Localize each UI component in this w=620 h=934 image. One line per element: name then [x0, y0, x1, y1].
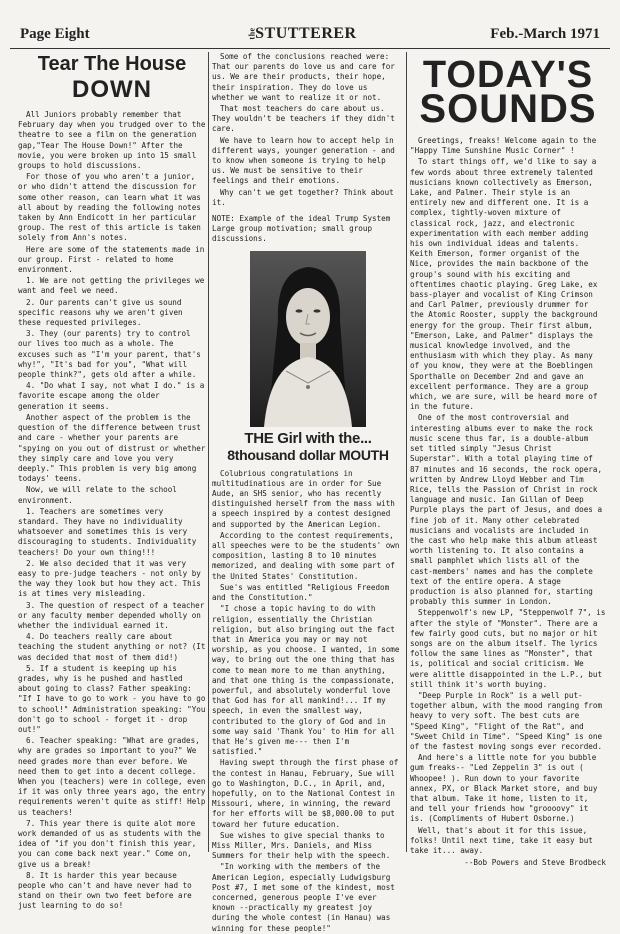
paragraph: 4. Do teachers really care about teaching the student anything or not? (It was decided that most of them did!): [18, 632, 206, 662]
column-divider: [208, 52, 209, 852]
masthead-the: the: [247, 27, 257, 40]
paragraph: "I chose a topic having to do with religion, essentially the Christian religion, but also bringing out the fact that in America you may or may not worship, as you choose. I wanted, in some way, to bring out the one thing that has come to mean more to me than anything, and that one thing is the compassionate, powerful, and absolutely wonderful love that God has for all mankind!... If my speech, in even the smallest way, contributed to the glory of God and in some way said 'Thank You' to Him for all that He's given me--- then I'm satisfied.": [212, 604, 400, 757]
paragraph: Another aspect of the problem is the question of the difference between trust and care - whether your parents are "spying on you out of distrust or whether they simply care and love you very deeply." This problem is very big among todays' teens.: [18, 412, 206, 484]
paragraph: 1. We are not getting the privileges we want and feel we need.: [18, 276, 205, 296]
paragraph: "Deep Purple in Rock" is a well put-together album, with the mood ranging from heavy to very soft. The best cuts are "Speed King", "Flight of the Rat", and "Sweet Child in Time". "Speed King" is one of the fastest moving songs ever recorded.: [410, 690, 603, 751]
paragraph: 2. Our parents can't give us sound specific reasons why we aren't given these requested privileges.: [18, 297, 183, 328]
portrait-photo: [250, 251, 366, 427]
header-rule: [10, 48, 610, 49]
portrait-photo-icon: [250, 251, 366, 427]
paragraph: 8. It is harder this year because people who can't and have never had to stand on their own two feet before are just learning to do so!: [18, 870, 192, 911]
paragraph: Sue's was entitled "Religious Freedom and the Constitution.": [212, 582, 390, 603]
paragraph: Why can't we get together? Think about it.: [212, 187, 394, 207]
page-header: [14, 22, 606, 48]
headline-line1: TODAY'S: [422, 54, 594, 96]
paragraph: 3. The question of respect of a teacher or any faculty member depended wholly on whether the individual earned it.: [18, 600, 205, 630]
article-body: [212, 469, 404, 934]
paragraph: To start things off, we'd like to say a few words about three extremely talented musicians known collectively as Emerson, Lake, and Palmer. Their style is an entirely new and different one. It is a complex, tightly-woven mixture of classical rock, jazz, and electronic experimentation with each member adding his own individual ideas and talents. Keith Emerson, former organist of the Nice, provides the main backbone of the group's sound with his exciting and oftentimes chaotic playing. Greg Lake, ex bass-player and vocalist of King Crimson and Carl Palmer, previously drummer for the Atomic Rooster, supply the background energy for the group. Their first album, "Emerson, Lake, and Palmer" displays the musical knowledge involved, and the enthusiasm with which they play. As many of you know, they were at the Boeblingen Sporthalle on December 2nd and gave an excellent performance. They are a group which, we are sure, will be heard more of in the future.: [410, 157, 598, 412]
column-1: [18, 52, 206, 911]
page-number: Page Eight: [20, 26, 90, 42]
paragraph: Sue wishes to give special thanks to Miss Miller, Mrs. Daniels, and Miss Summers for their help with the speech.: [212, 830, 391, 861]
article-continuation: [212, 52, 404, 245]
paragraph: 7. This year there is quite alot more work demanded of us as students with the idea of "if you don't finish this year, you can come back next year." Come on, give us a break!: [18, 818, 201, 869]
paragraph: 6. Teacher speaking: "What are grades, why are grades so important to you?" We need grades more than ever before. We need them to get into a decent college. When you (teachers) were in college, even if it was only three years ago, the entry requirements weren't quite as stiff! Help us teachers!: [18, 736, 206, 817]
column-2: [212, 52, 404, 933]
paragraph: 4. "Do what I say, not what I do." is a favorite escape among the older generation it seems.: [18, 381, 205, 411]
editor-note: NOTE: Example of the ideal Trump System Large group motivation; small group discussions.: [212, 214, 391, 244]
byline: --Bob Powers and Steve Brodbeck: [464, 858, 606, 868]
paragraph: All Juniors probably remember that February day when you trudged over to the theatre to see a film on the generation gap,"Tear The House Down!" After the movie, you were broken up into 15 small groups to hold discussions.: [18, 110, 206, 171]
paragraph: We have to learn how to accept help in different ways, younger generation - and to know when someone is trying to help us. We must be sensitive to their feelings and their emotions.: [212, 135, 395, 186]
paragraph: 3. They (our parents) try to control our lives too much as a whole. The excuses such as "I'm your parent, that's why!", "It's bad for you", "What will people think?", gets old after a while.: [18, 329, 201, 380]
paragraph: Well, that's about it for this issue, folks! Until next time, take it easy but take it... away.: [410, 825, 593, 856]
paragraph: Here are some of the statements made in our group. First - related to home environment.: [18, 244, 205, 275]
article-headline: [18, 52, 206, 104]
issue-date: Feb.-March 1971: [490, 26, 600, 42]
column-3: [410, 52, 606, 868]
feature-headline: [212, 431, 404, 463]
headline-line1: Tear The House: [37, 53, 187, 75]
paragraph: That most teachers do care about us. They wouldn't be teachers if they didn't care.: [212, 104, 395, 134]
paragraph: According to the contest requirements, all speeches were to be the students' own composition, lasting 8 to 10 minutes memorized, and dealing with some part of the United States' Constitution.: [212, 530, 400, 581]
paragraph: 1. Teachers are sometimes very standard. They have no individuality whatsoever and sometimes this is very discouraging to students. Individuality teachers! Do your own thing!!!: [18, 506, 197, 557]
paragraph: Some of the conclusions reached were: That our parents do love us and care for us. We are their products, their hope, their inspiration. They do love us whether we want to realize it or not.: [212, 52, 395, 102]
paragraph: One of the most controversial and interesting albums ever to make the rock music scene thus far, is a double-album set titled simply "Jesus Christ Superstar". With a total playing time of 87 minutes and 16 seconds, the rock opera, written by Andrew Lloyd Webber and Tim Rice, tells the Passion of Christ in rock language and music. Ian Gillan of Deep Purple plays the part of Jesus, and does a fine job of it. Many other celebrated musicians and vocalists are included in the cast who help make this album atleast worth listening to. It also contains a small pamphlet which lists all of the cast-members' names and has the complete text of the entire opera. A stage production is also planned for, starting probably this summer in London.: [410, 413, 603, 607]
feature-headline-line2: 8thousand dollar MOUTH: [227, 446, 389, 463]
paragraph: 5. If a student is keeping up his grades, why is he pushed and hastled about going to class? Father speaking: "If I have to go to work - you have to go to school!" Administration speaking: "You don't go to school - forget it - drop out!": [18, 663, 206, 734]
masthead: [246, 25, 357, 43]
headline-line2: SOUNDS: [419, 87, 597, 131]
paragraph: Now, we will relate to the school environment.: [18, 485, 177, 505]
paragraph: And here's a little note for you bubble gum freaks-- "Led Zeppelin 3" is out ( Whoopee! ). Run down to your favorite annex, PX, or Black Market store, and buy that album. Take it home, listen to it, and tell your friends how "groooovy" it is. (Compliments of Hubert Osborne.): [410, 753, 598, 824]
column-divider: [406, 52, 407, 852]
paragraph: Having swept through the first phase of the contest in Hanau, February, Sue will go to Washington, D.C., in April, and, hopefully, on to the National Contest in Missouri, where, in winning, the reward for her efforts will be $8,000.00 to put toward her future education.: [212, 758, 399, 829]
music-column-headline: [410, 54, 606, 131]
headline-line2: DOWN: [72, 76, 152, 103]
paragraph: 2. We also decided that it was very easy to pre-judge teachers - not only by the way they look but how they act. This is at times very misleading.: [18, 558, 201, 599]
paragraph: For those of you who aren't a junior, or who didn't attend the discussion for some other reason, can learn what it was all about by reading the following notes taken by Ann Endicott in her particular group. The rest of this article is taken solely from Ann's notes.: [18, 172, 201, 243]
feature-headline-line1: THE Girl with the...: [244, 429, 372, 447]
paragraph: Greetings, freaks! Welcome again to the "Happy Time Sunshine Music Corner" !: [410, 136, 597, 156]
paragraph: "In working with the members of the American Legion, especially Ludwigsburg Post #7, I met some of the kindest, most concerned, generous people I've ever known --practically my greatest joy during the whole contest (in Hanau) was winning for these people!": [212, 862, 395, 933]
masthead-name: STUTTERER: [255, 25, 357, 42]
article-body: [18, 110, 206, 912]
article-body: [410, 136, 606, 868]
paragraph: Colubrious congratulations in multitudinatious are in order for Sue Aude, an SHS senior, who has recently distinguished herself from the mass with a speech inspired by a contest designed and supported by the American Legion.: [212, 468, 395, 529]
paragraph: Steppenwolf's new LP, "Steppenwolf 7", is after the style of "Monster". There are a few fairly good cuts, but no major or hit songs are on the album itself. The lyrics follow the same lines as "Monster", that is, political and social criticism. We were alittle disappointed in the L.P., but still think it's worth buying.: [410, 608, 606, 689]
